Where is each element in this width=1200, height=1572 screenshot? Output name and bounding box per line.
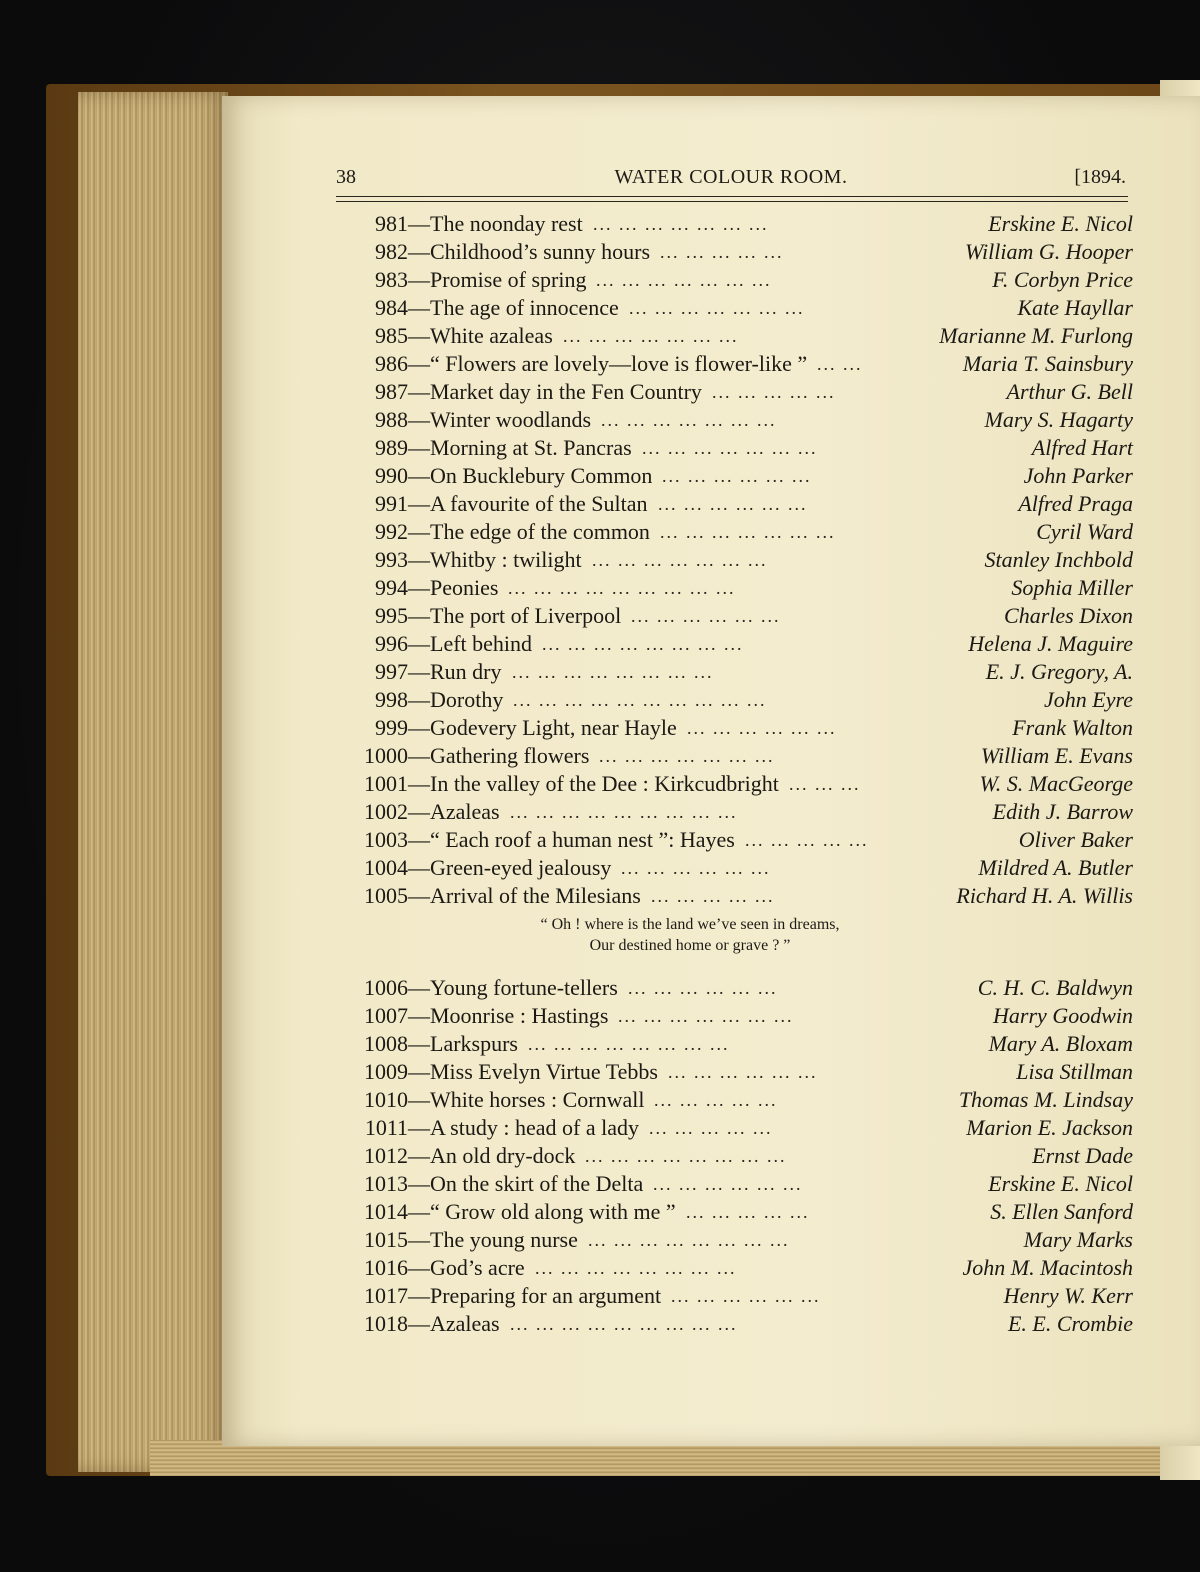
catalogue-entry	[328, 658, 1133, 686]
entry-title: —Larkspurs	[408, 1031, 518, 1056]
entry-title: —Arrival of the Milesians	[408, 883, 641, 908]
catalogue-entry	[328, 742, 1133, 770]
catalogue-entry	[328, 322, 1133, 350]
entry-artist: Sophia Miller	[1011, 575, 1133, 600]
catalogue-entry	[328, 1030, 1133, 1058]
entry-artist: Marianne M. Furlong	[939, 323, 1133, 348]
entry-number: 986	[375, 351, 408, 376]
leader-dots: ... ... ... ... ...	[654, 1090, 778, 1110]
leader-dots: ... ... ... ... ... ... ... ...	[588, 1230, 790, 1250]
epigraph	[460, 914, 920, 956]
entry-number: 992	[375, 519, 408, 544]
entry-artist: Ernst Dade	[1032, 1143, 1133, 1168]
entry-title: —White azaleas	[408, 323, 553, 348]
entry-artist: Frank Walton	[1012, 715, 1133, 740]
entry-number: 1004	[364, 855, 408, 880]
leader-dots: ... ... ... ... ... ... ... ...	[542, 634, 744, 654]
leader-dots: ... ... ... ... ... ...	[631, 606, 781, 626]
entry-number: 1000	[364, 743, 408, 768]
catalogue-entry	[328, 1282, 1133, 1310]
entry-title: —On Bucklebury Common	[408, 463, 653, 488]
leader-dots: ... ... ... ... ... ... ...	[660, 522, 836, 542]
entry-title: —The port of Liverpool	[408, 603, 622, 628]
running-header	[336, 166, 1126, 196]
entry-number: 1014	[364, 1199, 408, 1224]
catalogue-entry	[328, 1086, 1133, 1114]
entry-number: 981	[375, 211, 408, 236]
entry-title: —Peonies	[408, 575, 499, 600]
catalogue-entry	[328, 686, 1133, 714]
entry-artist: Arthur G. Bell	[1006, 379, 1133, 404]
catalogue-entry	[328, 210, 1133, 238]
entry-artist: Helena J. Maguire	[968, 631, 1133, 656]
entry-artist: Mary S. Hagarty	[984, 407, 1133, 432]
header-rule	[336, 196, 1128, 202]
entry-title: —God’s acre	[408, 1255, 525, 1280]
entry-artist: Erskine E. Nicol	[988, 1171, 1133, 1196]
entry-title: —In the valley of the Dee : Kirkcudbright	[408, 771, 779, 796]
catalogue-list	[328, 210, 1133, 910]
entry-title: —Whitby : twilight	[408, 547, 582, 572]
entry-title: —Market day in the Fen Country	[408, 379, 702, 404]
catalogue-entry	[328, 1142, 1133, 1170]
entry-number: 984	[375, 295, 408, 320]
entry-artist: Oliver Baker	[1018, 827, 1133, 852]
leader-dots: ... ... ... ... ... ... ... ... ...	[510, 802, 738, 822]
catalogue-entry	[328, 826, 1133, 854]
entry-title: —Godevery Light, near Hayle	[408, 715, 677, 740]
leader-dots: ... ... ... ... ... ... ...	[618, 1006, 794, 1026]
leader-dots: ... ... ... ... ... ... ...	[629, 298, 805, 318]
entry-artist: William G. Hooper	[964, 239, 1133, 264]
entry-artist: Richard H. A. Willis	[956, 883, 1133, 908]
catalogue-entry	[328, 1114, 1133, 1142]
catalogue-entry	[328, 518, 1133, 546]
catalogue-entry	[328, 714, 1133, 742]
entry-title: —A study : head of a lady	[408, 1115, 639, 1140]
entry-title: —“ Grow old along with me ”	[408, 1199, 676, 1224]
entry-title: —A favourite of the Sultan	[408, 491, 648, 516]
page-number: 38	[336, 166, 356, 188]
leader-dots: ... ... ... ... ... ...	[628, 978, 778, 998]
catalogue-entry	[328, 378, 1133, 406]
catalogue-entry	[328, 1170, 1133, 1198]
leader-dots: ... ... ... ... ...	[651, 886, 775, 906]
entry-number: 999	[375, 715, 408, 740]
entry-artist: W. S. MacGeorge	[979, 771, 1133, 796]
entry-title: —Azaleas	[408, 799, 500, 824]
catalogue-entry	[328, 854, 1133, 882]
catalogue-entry	[328, 574, 1133, 602]
leader-dots: ... ... ... ... ...	[649, 1118, 773, 1138]
entry-artist: S. Ellen Sanford	[990, 1199, 1133, 1224]
entry-number: 1003	[364, 827, 408, 852]
entry-artist: E. E. Crombie	[1007, 1311, 1133, 1336]
entry-number: 988	[375, 407, 408, 432]
entry-artist: C. H. C. Baldwyn	[977, 975, 1133, 1000]
entry-title: —On the skirt of the Delta	[408, 1171, 644, 1196]
catalogue-entry	[328, 546, 1133, 574]
page-year: [1894.	[1074, 166, 1126, 188]
catalogue-entry	[328, 490, 1133, 518]
entry-artist: Edith J. Barrow	[992, 799, 1133, 824]
catalogue-entry	[328, 294, 1133, 322]
entry-title: —The age of innocence	[408, 295, 619, 320]
entry-artist: Maria T. Sainsbury	[962, 351, 1133, 376]
page-edges	[78, 92, 228, 1472]
epigraph-line: Our destined home or grave ? ”	[589, 937, 791, 954]
leader-dots: ... ... ... ... ... ... ...	[601, 410, 777, 430]
leader-dots: ... ... ... ... ...	[745, 830, 869, 850]
catalogue-entry	[328, 1002, 1133, 1030]
entry-number: 1001	[364, 771, 408, 796]
entry-number: 983	[375, 267, 408, 292]
leader-dots: ... ... ... ... ... ...	[668, 1062, 818, 1082]
entry-title: —Gathering flowers	[408, 743, 590, 768]
catalogue-list	[328, 974, 1133, 1338]
entry-artist: Marion E. Jackson	[966, 1115, 1133, 1140]
entry-artist: Charles Dixon	[1004, 603, 1133, 628]
entry-number: 1016	[364, 1255, 408, 1280]
entry-artist: Thomas M. Lindsay	[958, 1087, 1133, 1112]
leader-dots: ... ...	[817, 354, 863, 374]
entry-title: —Run dry	[408, 659, 502, 684]
epigraph-line: “ Oh ! where is the land we’ve seen in dreams,	[540, 916, 840, 933]
entry-number: 990	[375, 463, 408, 488]
entry-number: 985	[375, 323, 408, 348]
catalogue-entry	[328, 1226, 1133, 1254]
entry-number: 1012	[364, 1143, 408, 1168]
catalogue-entry	[328, 1310, 1133, 1338]
leader-dots: ... ... ... ... ... ... ... ...	[512, 662, 714, 682]
catalogue-entry	[328, 406, 1133, 434]
leader-dots: ... ... ... ... ... ... ... ... ... ...	[513, 690, 767, 710]
entry-artist: Alfred Hart	[1031, 435, 1133, 460]
entry-number: 1011	[364, 1115, 408, 1140]
entry-title: —“ Each roof a human nest ”: Hayes	[408, 827, 735, 852]
entry-artist: Henry W. Kerr	[1003, 1283, 1133, 1308]
leader-dots: ... ... ... ... ... ... ... ... ...	[510, 1314, 738, 1334]
catalogue-entry	[328, 882, 1133, 910]
entry-title: —Morning at St. Pancras	[408, 435, 632, 460]
entry-number: 1015	[364, 1227, 408, 1252]
catalogue-entry	[328, 434, 1133, 462]
entry-number: 1006	[364, 975, 408, 1000]
catalogue-entry	[328, 1058, 1133, 1086]
catalogue-entry	[328, 462, 1133, 490]
leader-dots: ... ... ... ... ...	[686, 1202, 810, 1222]
entry-number: 989	[375, 435, 408, 460]
leader-dots: ... ... ...	[789, 774, 861, 794]
entry-artist: Stanley Inchbold	[984, 547, 1133, 572]
entry-artist: Erskine E. Nicol	[988, 211, 1133, 236]
leader-dots: ... ... ... ... ... ... ... ...	[585, 1146, 787, 1166]
entry-artist: Mary A. Bloxam	[988, 1031, 1133, 1056]
entry-number: 1013	[364, 1171, 408, 1196]
entry-number: 1010	[364, 1087, 408, 1112]
entry-artist: John Eyre	[1044, 687, 1133, 712]
entry-number: 1017	[364, 1283, 408, 1308]
leader-dots: ... ... ... ... ... ... ...	[593, 214, 769, 234]
entry-number: 1009	[364, 1059, 408, 1084]
catalogue-entry	[328, 602, 1133, 630]
leader-dots: ... ... ... ... ... ...	[662, 466, 812, 486]
catalogue-entry	[328, 238, 1133, 266]
entry-title: —Miss Evelyn Virtue Tebbs	[408, 1059, 658, 1084]
entry-artist: E. J. Gregory, A.	[985, 659, 1133, 684]
entry-number: 995	[375, 603, 408, 628]
entry-number: 1002	[364, 799, 408, 824]
entry-artist: Mary Marks	[1023, 1227, 1133, 1252]
leader-dots: ... ... ... ... ... ... ...	[563, 326, 739, 346]
entry-artist: John M. Macintosh	[962, 1255, 1133, 1280]
entry-artist: Harry Goodwin	[993, 1003, 1133, 1028]
entry-artist: John Parker	[1023, 463, 1133, 488]
entry-number: 996	[375, 631, 408, 656]
entry-number: 982	[375, 239, 408, 264]
leader-dots: ... ... ... ... ... ... ...	[592, 550, 768, 570]
entry-title: —Preparing for an argument	[408, 1283, 662, 1308]
leader-dots: ... ... ... ... ...	[712, 382, 836, 402]
entry-number: 1018	[364, 1311, 408, 1336]
catalogue-entry	[328, 350, 1133, 378]
entry-number: 1005	[364, 883, 408, 908]
leader-dots: ... ... ... ... ... ... ... ...	[528, 1034, 730, 1054]
catalogue-entry	[328, 770, 1133, 798]
entry-number: 1008	[364, 1031, 408, 1056]
entry-artist: William E. Evans	[980, 743, 1133, 768]
leader-dots: ... ... ... ... ... ... ...	[596, 270, 772, 290]
catalogue-entry	[328, 266, 1133, 294]
leader-dots: ... ... ... ... ... ... ... ... ...	[508, 578, 736, 598]
entry-title: —Left behind	[408, 631, 533, 656]
page-title: WATER COLOUR ROOM.	[614, 166, 848, 188]
leader-dots: ... ... ... ... ... ... ... ...	[535, 1258, 737, 1278]
entry-title: —The edge of the common	[408, 519, 650, 544]
catalogue-entry	[328, 1254, 1133, 1282]
entry-title: —Dorothy	[408, 687, 504, 712]
entry-title: —Green-eyed jealousy	[408, 855, 612, 880]
entry-title: —Azaleas	[408, 1311, 500, 1336]
entry-title: —White horses : Cornwall	[408, 1087, 645, 1112]
entry-artist: F. Corbyn Price	[992, 267, 1133, 292]
entry-number: 998	[375, 687, 408, 712]
catalogue-entry	[328, 974, 1133, 1002]
entry-number: 1007	[364, 1003, 408, 1028]
entry-title: —Winter woodlands	[408, 407, 592, 432]
entry-title: —The young nurse	[408, 1227, 578, 1252]
entry-title: —The noonday rest	[408, 211, 583, 236]
entry-artist: Alfred Praga	[1018, 491, 1133, 516]
leader-dots: ... ... ... ... ... ...	[653, 1174, 803, 1194]
entry-artist: Lisa Stillman	[1016, 1059, 1133, 1084]
entry-number: 991	[375, 491, 408, 516]
leader-dots: ... ... ... ... ... ...	[658, 494, 808, 514]
entry-title: —Childhood’s sunny hours	[408, 239, 651, 264]
entry-title: —Moonrise : Hastings	[408, 1003, 609, 1028]
entry-number: 997	[375, 659, 408, 684]
catalogue-entry	[328, 1198, 1133, 1226]
entry-artist: Cyril Ward	[1036, 519, 1133, 544]
leader-dots: ... ... ... ... ... ...	[671, 1286, 821, 1306]
entry-artist: Mildred A. Butler	[978, 855, 1133, 880]
catalogue-entry	[328, 798, 1133, 826]
leader-dots: ... ... ... ... ... ...	[621, 858, 771, 878]
leader-dots: ... ... ... ... ... ... ...	[642, 438, 818, 458]
entry-title: —An old dry-dock	[408, 1143, 576, 1168]
entry-number: 993	[375, 547, 408, 572]
leader-dots: ... ... ... ... ...	[660, 242, 784, 262]
entry-title: —Promise of spring	[408, 267, 587, 292]
leader-dots: ... ... ... ... ... ...	[687, 718, 837, 738]
leader-dots: ... ... ... ... ... ... ...	[599, 746, 775, 766]
entry-title: —Young fortune-tellers	[408, 975, 618, 1000]
catalogue-entry	[328, 630, 1133, 658]
entry-artist: Kate Hayllar	[1017, 295, 1133, 320]
entry-number: 987	[375, 379, 408, 404]
entry-title: —“ Flowers are lovely—love is flower-like ”	[408, 351, 808, 376]
entry-number: 994	[375, 575, 408, 600]
